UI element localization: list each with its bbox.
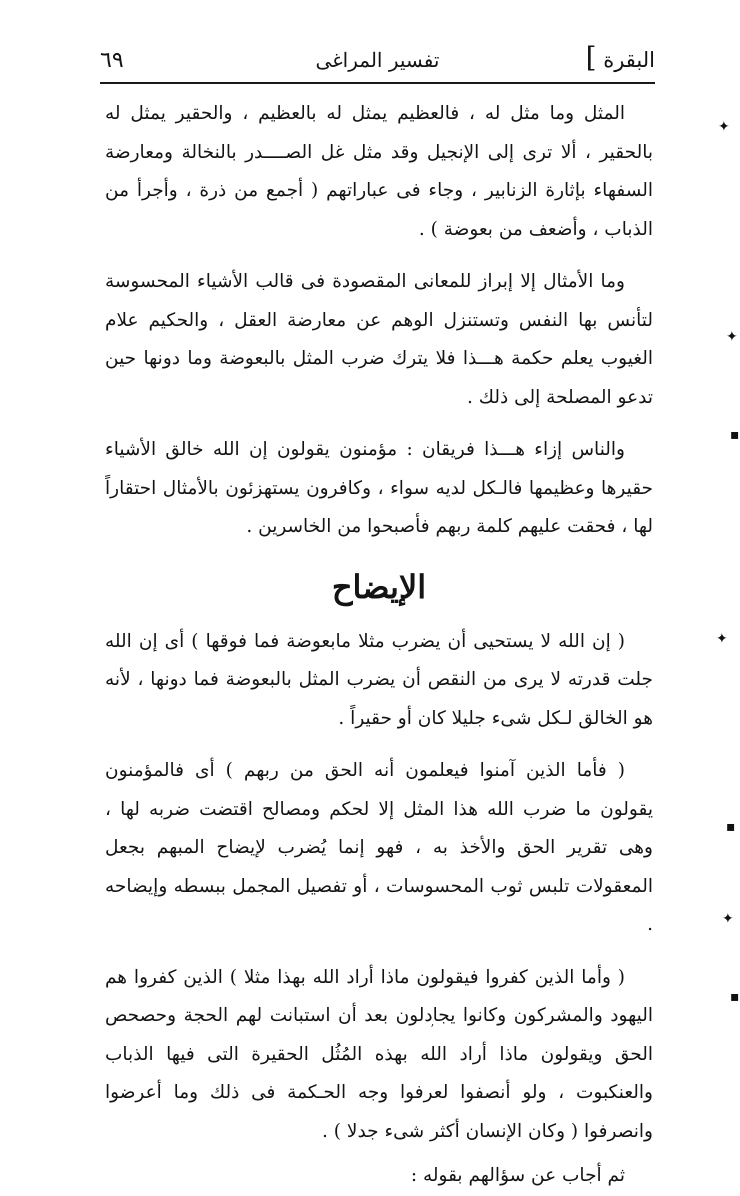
margin-mark-icon: ▪ <box>730 989 740 1005</box>
paragraph-1: المثل وما مثل له ، فالعظيم يمثل له بالعظيم ، والحقير يمثل له بالحقير ، ألا ترى إلى الإنجيل وقد مثل غل الصــــدر بالنخالة ومعارضة السفهاء بإثارة الزنابير ، وجاء فى عباراتهم ( أجمع من ذرة ، وأجرأ من الذباب ، وأضعف من بعوضة ) . <box>105 103 653 240</box>
margin-mark-icon: ✦ <box>722 911 734 927</box>
book-title: تفسير المراغى <box>315 48 440 72</box>
explanation-4: ثم أجاب عن سؤالهم بقوله : <box>410 1165 625 1186</box>
margin-mark-icon: ▪ <box>730 427 740 443</box>
page-header <box>100 41 655 80</box>
explanation-1: ( إن الله لا يستحيى أن يضرب مثلا مابعوضة فما فوقها ) أى إن الله جلت قدرته لا يرى من النقص أن يضرب المثل بالبعوضة فما دونها ، لأنه هو الخالق لـكل شىء جليلا كان أو حقيراً . <box>105 630 653 729</box>
scan-speck-icon: ʼ <box>430 1022 434 1036</box>
margin-mark-icon: ▪ <box>726 819 736 835</box>
surah-label: البقرة <box>603 48 655 72</box>
section-title: الإيضاح <box>331 567 427 606</box>
page-body <box>105 95 653 1196</box>
explanation-3: ( وأما الذين كفروا فيقولون ماذا أراد الله بهذا مثلا ) الذين كفروا هم اليهود والمشركون وكانوا يجادلون بعد أن استبانت لهم الحجة وحصحص الحق ويقولون ماذا أراد الله بهذه المُثُل الحقيرة التى فيها الذباب والعنكبوت ، ولو أنصفوا لعرفوا وجه الحـكمة فى ذلك وما أعرضوا وانصرفوا ( وكان الإنسان أكثر شىء جدلا ) . <box>105 966 653 1142</box>
margin-mark-icon: ✦ <box>726 329 738 345</box>
explanation-2: ( فأما الذين آمنوا فيعلمون أنه الحق من ربهم ) أى فالمؤمنون يقولون ما ضرب الله هذا المثل إلا لحكم ومصالح اقتضت ضربه لها ، وهى تقرير الحق والأخذ به ، فهو إنما يُضرب لإيضاح المبهم بجعل المعقولات تلبس ثوب المحسوسات ، أو تفصيل المجمل ببسطه وإيضاحه . <box>105 760 653 935</box>
margin-mark-icon: ✦ <box>718 119 730 135</box>
surah-name <box>585 41 655 74</box>
header-rule <box>100 82 655 84</box>
header-bracket: ] <box>585 41 597 74</box>
paragraph-2: وما الأمثال إلا إبراز للمعانى المقصودة فى قالب الأشياء المحسوسة لتأنس بها النفس وتستنزل الوهم عن معارضة العقل ، والحكيم علام الغيوب يعلم حكمة هـــذا فلا يترك ضرب المثل بالبعوضة وما دونها حين تدعو المصلحة إلى ذلك . <box>105 271 653 408</box>
margin-mark-icon: ✦ <box>716 631 728 647</box>
page-number: ٦٩ <box>100 48 124 73</box>
paragraph-3: والناس إزاء هـــذا فريقان : مؤمنون يقولون إن الله خالق الأشياء حقيرها وعظيمها فالـكل لديه سواء ، وكافرون يستهزئون بالأمثال احتقاراً لها ، فحقت عليهم كلمة ربهم فأصبحوا من الخاسرين . <box>105 439 653 537</box>
